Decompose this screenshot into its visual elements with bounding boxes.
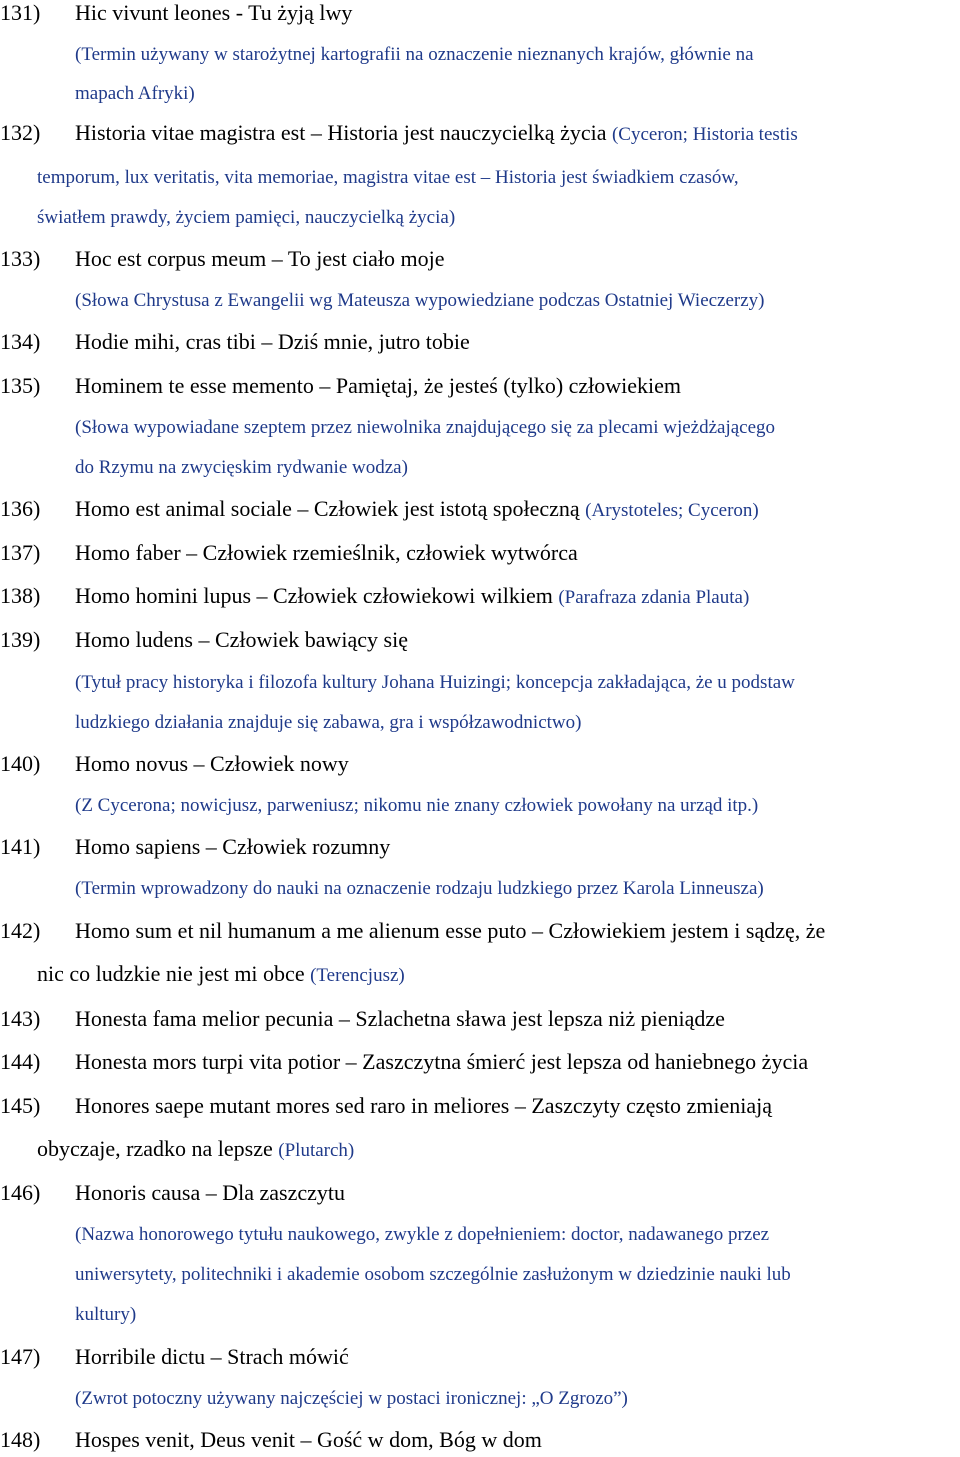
entry-139-note-2: ludzkiego działania znajduje się zabawa, gra i współzawodnictwo): [75, 712, 582, 733]
entry-146-note-3: kultury): [75, 1304, 137, 1325]
entry-cont-text: obyczaje, rzadko na lepsze: [37, 1136, 273, 1161]
entry-132-cont-1: temporum, lux veritatis, vita memoriae, magistra vitae est – Historia jest świadkiem czasów,: [37, 167, 739, 188]
entry-135: [0, 373, 681, 399]
entry-133: [0, 246, 445, 272]
entry-132-cont-2: światłem prawdy, życiem pamięci, nauczycielką życia): [37, 207, 456, 228]
entry-135-note-2: do Rzymu na zwycięskim rydwanie wodza): [75, 457, 408, 478]
entry-text: Homo sum et nil humanum a me alienum esse puto – Człowiekiem jestem i sądzę, że: [75, 918, 826, 943]
entry-number: 136): [0, 496, 41, 521]
entry-number: 135): [0, 373, 41, 398]
entry-143: [0, 1006, 725, 1032]
entry-number: 142): [0, 918, 41, 943]
entry-number: 131): [0, 0, 41, 25]
entry-number: 137): [0, 540, 41, 565]
entry-number: 147): [0, 1344, 41, 1369]
entry-136: [0, 496, 759, 524]
entry-text: Honoris causa – Dla zaszczytu: [75, 1180, 346, 1205]
entry-number: 148): [0, 1427, 41, 1452]
entry-text: Hodie mihi, cras tibi – Dziś mnie, jutro tobie: [75, 329, 470, 354]
entry-text: Horribile dictu – Strach mówić: [75, 1344, 349, 1369]
entry-131-note-2: mapach Afryki): [75, 83, 195, 104]
entry-text: Hoc est corpus meum – To jest ciało moje: [75, 246, 445, 271]
entry-text: Homo sapiens – Człowiek rozumny: [75, 834, 391, 859]
entry-text: Homo ludens – Człowiek bawiący się: [75, 627, 408, 652]
entry-145-cont: [37, 1136, 354, 1164]
entry-text: Hic vivunt leones - Tu żyją lwy: [75, 0, 353, 25]
entry-146: [0, 1180, 345, 1206]
entry-139: [0, 627, 408, 653]
entry-number: 134): [0, 329, 41, 354]
entry-inline-note: (Terencjusz): [310, 965, 405, 986]
entry-139-note-1: (Tytuł pracy historyka i filozofa kultury Johana Huizingi; koncepcja zakładająca, że u podstaw: [75, 672, 795, 693]
entry-number: 140): [0, 751, 41, 776]
entry-137: [0, 540, 578, 566]
entry-inline-note: (Cyceron; Historia testis: [611, 124, 798, 145]
entry-140: [0, 751, 349, 777]
entry-text: Historia vitae magistra est – Historia jest nauczycielką życia: [75, 120, 607, 145]
entry-146-note-1: (Nazwa honorowego tytułu naukowego, zwykle z dopełnieniem: doctor, nadawanego przez: [75, 1224, 770, 1245]
entry-number: 133): [0, 246, 41, 271]
entry-cont-text: nic co ludzkie nie jest mi obce: [37, 961, 305, 986]
entry-147-note-1: (Zwrot potoczny używany najczęściej w postaci ironicznej: „O Zgrozo”): [75, 1388, 628, 1409]
entry-142: [0, 918, 825, 944]
entry-134: [0, 329, 470, 355]
entry-140-note-1: (Z Cycerona; nowicjusz, parweniusz; nikomu nie znany człowiek powołany na urząd itp.): [75, 795, 759, 816]
entry-number: 141): [0, 834, 41, 859]
entry-number: 144): [0, 1049, 41, 1074]
entry-number: 132): [0, 120, 41, 145]
entry-number: 145): [0, 1093, 41, 1118]
entry-147: [0, 1344, 349, 1370]
entry-141: [0, 834, 390, 860]
entry-text: Honesta fama melior pecunia – Szlachetna sława jest lepsza niż pieniądze: [75, 1006, 725, 1031]
entry-144: [0, 1049, 808, 1075]
entry-inline-note: (Plutarch): [278, 1140, 355, 1161]
entry-148: [0, 1427, 542, 1453]
entry-text: Homo faber – Człowiek rzemieślnik, człowiek wytwórca: [75, 540, 578, 565]
entry-133-note-1: (Słowa Chrystusa z Ewangelii wg Mateusza wypowiedziane podczas Ostatniej Wieczerzy): [75, 290, 765, 311]
entry-number: 138): [0, 583, 41, 608]
entry-text: Hospes venit, Deus venit – Gość w dom, Bóg w dom: [75, 1427, 542, 1452]
entry-inline-note: (Parafraza zdania Plauta): [558, 587, 750, 608]
entry-text: Homo est animal sociale – Człowiek jest istotą społeczną: [75, 496, 580, 521]
entry-142-cont: [37, 961, 405, 989]
entry-text: Homo novus – Człowiek nowy: [75, 751, 349, 776]
entry-135-note-1: (Słowa wypowiadane szeptem przez niewolnika znajdującego się za plecami wjeżdżającego: [75, 417, 776, 438]
entry-141-note-1: (Termin wprowadzony do nauki na oznaczenie rodzaju ludzkiego przez Karola Linneusza): [75, 878, 764, 899]
entry-text: Hominem te esse memento – Pamiętaj, że jesteś (tylko) człowiekiem: [75, 373, 682, 398]
entry-131: [0, 0, 352, 26]
entry-number: 143): [0, 1006, 41, 1031]
entry-145: [0, 1093, 772, 1119]
entry-146-note-2: uniwersytety, politechniki i akademie osobom szczególnie zasłużonym w dziedzinie nauki lub: [75, 1264, 791, 1285]
entry-text: Honores saepe mutant mores sed raro in meliores – Zaszczyty często zmieniają: [75, 1093, 773, 1118]
entry-number: 139): [0, 627, 41, 652]
entry-text: Homo homini lupus – Człowiek człowiekowi wilkiem: [75, 583, 553, 608]
entry-131-note-1: (Termin używany w starożytnej kartografii na oznaczenie nieznanych krajów, głównie na: [75, 44, 754, 65]
entry-132: [0, 120, 798, 148]
entry-number: 146): [0, 1180, 41, 1205]
entry-text: Honesta mors turpi vita potior – Zaszczytna śmierć jest lepsza od haniebnego życia: [75, 1049, 809, 1074]
entry-inline-note: (Arystoteles; Cyceron): [585, 500, 759, 521]
entry-138: [0, 583, 749, 611]
